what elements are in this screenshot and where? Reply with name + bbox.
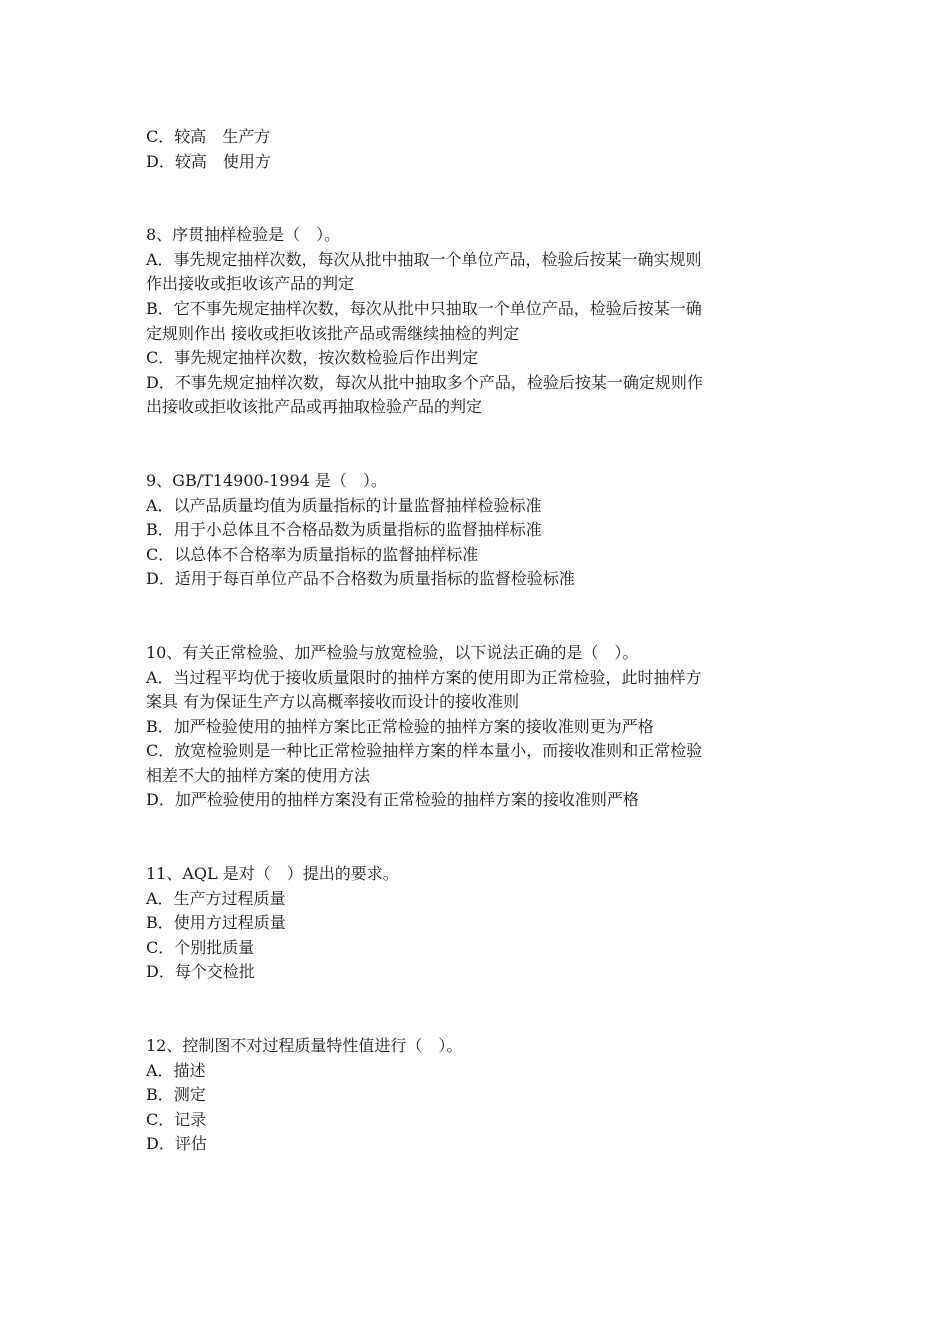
option-line: B．使用方过程质量 xyxy=(146,913,286,933)
option-line: 相差不大的抽样方案的使用方法 xyxy=(146,765,371,785)
option-line: C．放宽检验则是一种比正常检验抽样方案的样本量小，而接收准则和正常检验 xyxy=(146,741,703,761)
option-line: A．事先规定抽样次数，每次从批中抽取一个单位产品，检验后按某一确实规则 xyxy=(146,249,702,269)
option-line: 定规则作出 接收或拒收该批产品或需继续抽检的判定 xyxy=(146,323,520,343)
option-line: 案具 有为保证生产方以高概率接收而设计的接收准则 xyxy=(146,692,520,712)
question-stem: 11、AQL 是对（ ）提出的要求。 xyxy=(146,864,399,884)
option-line: B．测定 xyxy=(146,1085,206,1105)
option-line: A．以产品质量均值为质量指标的计量监督抽样检验标准 xyxy=(146,495,542,515)
option-line: B．加严检验使用的抽样方案比正常检验的抽样方案的接收准则更为严格 xyxy=(146,716,654,736)
question-fragment xyxy=(146,125,816,174)
question-stem: 12、控制图不对过程质量特性值进行（ ）。 xyxy=(146,1036,463,1056)
option-line: D．不事先规定抽样次数，每次从批中抽取多个产品，检验后按某一确定规则作 xyxy=(146,372,703,392)
option-line: D．评估 xyxy=(146,1134,207,1154)
option-line: B．用于小总体且不合格品数为质量指标的监督抽样标准 xyxy=(146,520,542,540)
question-12 xyxy=(146,1034,816,1157)
option-line: D．每个交检批 xyxy=(146,962,255,982)
option-line: D．较高 使用方 xyxy=(146,151,271,171)
document-page xyxy=(146,125,816,1157)
question-stem: 10、有关正常检验、加严检验与放宽检验，以下说法正确的是（ ）。 xyxy=(146,642,639,662)
option-line: C．记录 xyxy=(146,1109,207,1129)
option-line: C．事先规定抽样次数，按次数检验后作出判定 xyxy=(146,348,479,368)
question-stem: 9、GB/T14900-1994 是（ ）。 xyxy=(146,470,387,490)
option-line: C．以总体不合格率为质量指标的监督抽样标准 xyxy=(146,544,479,564)
option-line: 作出接收或拒收该产品的判定 xyxy=(146,274,355,294)
question-10 xyxy=(146,641,816,813)
option-line: A．当过程平均优于接收质量限时的抽样方案的使用即为正常检验，此时抽样方 xyxy=(146,667,702,687)
option-line: C．个别批质量 xyxy=(146,937,255,957)
option-line: A．生产方过程质量 xyxy=(146,888,286,908)
option-line: A．描述 xyxy=(146,1060,206,1080)
option-line: B．它不事先规定抽样次数，每次从批中只抽取一个单位产品，检验后按某一确 xyxy=(146,298,702,318)
question-stem: 8、序贯抽样检验是（ ）。 xyxy=(146,225,341,245)
option-line: C．较高 生产方 xyxy=(146,127,271,146)
option-line: 出接收或拒收该批产品或再抽取检验产品的判定 xyxy=(146,397,483,417)
question-8 xyxy=(146,223,816,420)
question-11 xyxy=(146,862,816,985)
question-9 xyxy=(146,469,816,592)
option-line: D．适用于每百单位产品不合格数为质量指标的监督检验标准 xyxy=(146,569,575,589)
option-line: D．加严检验使用的抽样方案没有正常检验的抽样方案的接收准则严格 xyxy=(146,790,639,810)
